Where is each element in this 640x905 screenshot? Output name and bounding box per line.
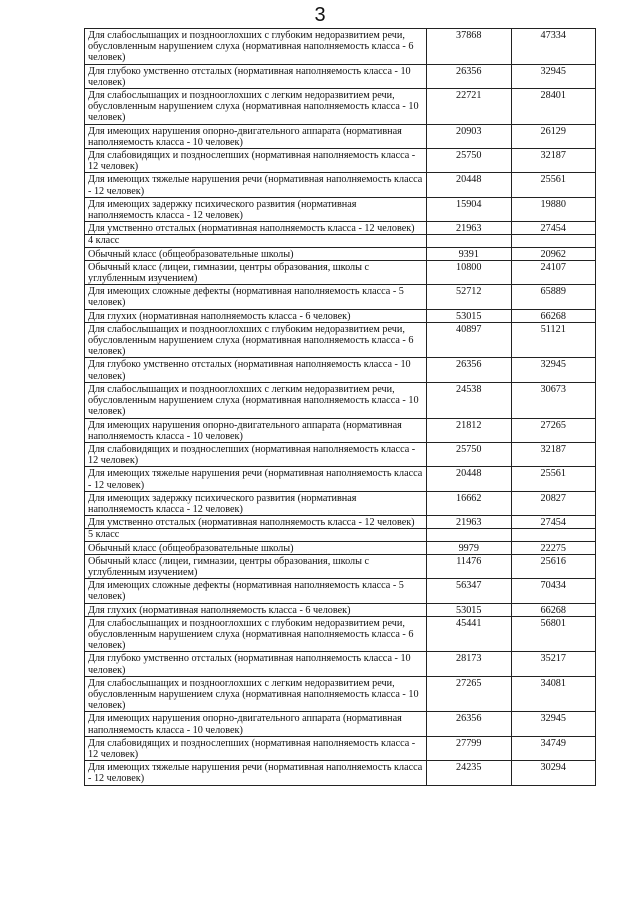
category-cell: Для слабослышащих и позднооглохших с легким недоразвитием речи, обусловленным нарушением слуха (нормативная наполняемость класса - 10 человек) [85,89,427,125]
table-row [85,247,596,260]
value-cell-1: 22721 [427,89,512,125]
category-cell: Для слабовидящих и позднослепших (нормативная наполняемость класса - 12 человек) [85,442,427,466]
norms-table-body [85,29,596,786]
value-cell-2: 25616 [511,554,596,578]
category-cell: Для имеющих тяжелые нарушения речи (нормативная наполняемость класса - 12 человек) [85,467,427,491]
category-cell: Для слабослышащих и позднооглохших с легким недоразвитием речи, обусловленным нарушением слуха (нормативная наполняемость класса - 10 человек) [85,676,427,712]
value-cell-1: 27799 [427,736,512,760]
value-cell-2: 65889 [511,285,596,309]
value-cell-2: 24107 [511,260,596,284]
category-cell: Для слабослышащих и позднооглохших с глубоким недоразвитием речи, обусловленным нарушением слуха (нормативная наполняемость класса - 6 человек) [85,322,427,358]
value-cell-2: 32187 [511,149,596,173]
category-cell: Для глухих (нормативная наполняемость класса - 6 человек) [85,309,427,322]
value-cell-2: 27454 [511,222,596,235]
category-cell: Для слабослышащих и позднооглохших с глубоким недоразвитием речи, обусловленным нарушением слуха (нормативная наполняемость класса - 6 человек) [85,29,427,65]
value-cell-1: 25750 [427,442,512,466]
table-row [85,516,596,529]
category-cell: Обычный класс (общеобразовательные школы) [85,541,427,554]
value-cell-2: 27454 [511,516,596,529]
category-cell: Для умственно отсталых (нормативная наполняемость класса - 12 человек) [85,222,427,235]
category-cell: 5 класс [85,529,427,541]
value-cell-1: 10800 [427,260,512,284]
value-cell-1: 9979 [427,541,512,554]
value-cell-1 [427,529,512,541]
table-row [85,173,596,197]
value-cell-1: 27265 [427,676,512,712]
category-cell: Обычный класс (лицеи, гимназии, центры образования, школы с углубленным изучением) [85,554,427,578]
table-row [85,761,596,785]
value-cell-2: 27265 [511,418,596,442]
value-cell-2: 25561 [511,467,596,491]
value-cell-1: 11476 [427,554,512,578]
section-row [85,235,596,247]
norms-table [84,28,596,786]
value-cell-1: 9391 [427,247,512,260]
category-cell: Для имеющих нарушения опорно-двигательного аппарата (нормативная наполняемость класса - 10 человек) [85,712,427,736]
value-cell-2: 32945 [511,712,596,736]
value-cell-1: 21812 [427,418,512,442]
table-row [85,322,596,358]
value-cell-1: 15904 [427,197,512,221]
value-cell-2: 51121 [511,322,596,358]
table-row [85,64,596,88]
table-row [85,309,596,322]
value-cell-1: 24235 [427,761,512,785]
value-cell-2: 30673 [511,382,596,418]
value-cell-2: 34081 [511,676,596,712]
value-cell-2 [511,235,596,247]
value-cell-1: 40897 [427,322,512,358]
value-cell-2: 34749 [511,736,596,760]
category-cell: Для имеющих задержку психического развития (нормативная наполняемость класса - 12 человек) [85,197,427,221]
value-cell-2: 30294 [511,761,596,785]
value-cell-2 [511,529,596,541]
category-cell: Обычный класс (лицеи, гимназии, центры образования, школы с углубленным изучением) [85,260,427,284]
value-cell-1: 16662 [427,491,512,515]
value-cell-1: 20448 [427,467,512,491]
table-row [85,541,596,554]
category-cell: Для слабовидящих и позднослепших (нормативная наполняемость класса - 12 человек) [85,736,427,760]
category-cell: Для имеющих нарушения опорно-двигательного аппарата (нормативная наполняемость класса - 10 человек) [85,418,427,442]
value-cell-1: 28173 [427,652,512,676]
category-cell: Для имеющих сложные дефекты (нормативная наполняемость класса - 5 человек) [85,285,427,309]
category-cell: Для имеющих нарушения опорно-двигательного аппарата (нормативная наполняемость класса - 10 человек) [85,124,427,148]
value-cell-2: 35217 [511,652,596,676]
category-cell: Для умственно отсталых (нормативная наполняемость класса - 12 человек) [85,516,427,529]
table-row [85,676,596,712]
table-row [85,197,596,221]
category-cell: Для слабослышащих и позднооглохших с глубоким недоразвитием речи, обусловленным нарушением слуха (нормативная наполняемость класса - 6 человек) [85,616,427,652]
table-row [85,579,596,603]
value-cell-1: 25750 [427,149,512,173]
value-cell-1: 20903 [427,124,512,148]
value-cell-2: 66268 [511,603,596,616]
table-row [85,616,596,652]
value-cell-1: 26356 [427,64,512,88]
value-cell-2: 22275 [511,541,596,554]
value-cell-1: 53015 [427,603,512,616]
table-row [85,554,596,578]
table-row [85,491,596,515]
value-cell-1: 52712 [427,285,512,309]
table-row [85,89,596,125]
category-cell: Для имеющих тяжелые нарушения речи (нормативная наполняемость класса - 12 человек) [85,173,427,197]
value-cell-1: 20448 [427,173,512,197]
category-cell: Для слабовидящих и позднослепших (нормативная наполняемость класса - 12 человек) [85,149,427,173]
category-cell: Для глубоко умственно отсталых (нормативная наполняемость класса - 10 человек) [85,358,427,382]
value-cell-1: 21963 [427,222,512,235]
table-row [85,442,596,466]
value-cell-1 [427,235,512,247]
section-row [85,529,596,541]
value-cell-2: 28401 [511,89,596,125]
table-row [85,260,596,284]
table-row [85,358,596,382]
category-cell: Для глубоко умственно отсталых (нормативная наполняемость класса - 10 человек) [85,64,427,88]
value-cell-1: 26356 [427,712,512,736]
table-row [85,712,596,736]
value-cell-1: 26356 [427,358,512,382]
value-cell-2: 47334 [511,29,596,65]
value-cell-1: 21963 [427,516,512,529]
value-cell-2: 70434 [511,579,596,603]
category-cell: 4 класс [85,235,427,247]
value-cell-2: 32187 [511,442,596,466]
value-cell-2: 20962 [511,247,596,260]
value-cell-1: 53015 [427,309,512,322]
table-row [85,29,596,65]
value-cell-2: 19880 [511,197,596,221]
page-number: 3 [314,4,326,26]
table-row [85,124,596,148]
value-cell-1: 37868 [427,29,512,65]
category-cell: Обычный класс (общеобразовательные школы) [85,247,427,260]
table-row [85,603,596,616]
value-cell-2: 20827 [511,491,596,515]
category-cell: Для слабослышащих и позднооглохших с легким недоразвитием речи, обусловленным нарушением слуха (нормативная наполняемость класса - 10 человек) [85,382,427,418]
value-cell-2: 66268 [511,309,596,322]
value-cell-2: 32945 [511,358,596,382]
value-cell-1: 45441 [427,616,512,652]
table-row [85,149,596,173]
value-cell-2: 56801 [511,616,596,652]
category-cell: Для имеющих тяжелые нарушения речи (нормативная наполняемость класса - 12 человек) [85,761,427,785]
table-row [85,285,596,309]
table-row [85,222,596,235]
value-cell-1: 56347 [427,579,512,603]
category-cell: Для имеющих сложные дефекты (нормативная наполняемость класса - 5 человек) [85,579,427,603]
value-cell-2: 25561 [511,173,596,197]
value-cell-2: 32945 [511,64,596,88]
category-cell: Для глубоко умственно отсталых (нормативная наполняемость класса - 10 человек) [85,652,427,676]
table-row [85,736,596,760]
value-cell-2: 26129 [511,124,596,148]
table-row [85,652,596,676]
table-row [85,467,596,491]
table-row [85,418,596,442]
table-row [85,382,596,418]
value-cell-1: 24538 [427,382,512,418]
category-cell: Для имеющих задержку психического развития (нормативная наполняемость класса - 12 человек) [85,491,427,515]
category-cell: Для глухих (нормативная наполняемость класса - 6 человек) [85,603,427,616]
